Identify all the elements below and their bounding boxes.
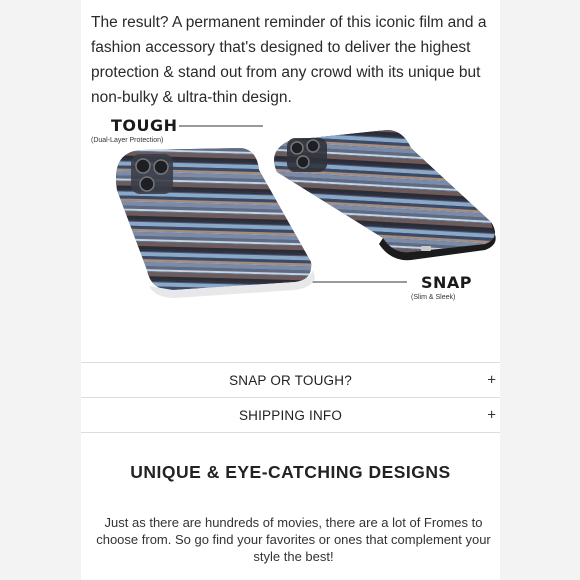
case-stripe	[101, 300, 331, 307]
snap-label: SNAP	[421, 273, 473, 292]
case-stripe	[101, 305, 331, 314]
section-body: Just as there are hundreds of movies, there are a lot of Fromes to choose from. So go find your favorites or ones that complement your style the best!	[96, 515, 491, 564]
intro-paragraph: The result? A permanent reminder of this iconic film and a fashion accessory that's designed to deliver the highest protection & stand out from any crowd with its unique but non-bulky & ultra-thin design.	[91, 14, 487, 106]
case-stripe	[101, 295, 331, 304]
case-stripe	[261, 115, 500, 132]
accordion-shipping-info[interactable]	[81, 398, 500, 433]
section-title: UNIQUE & EYE-CATCHING DESIGNS	[130, 462, 451, 482]
case-stripe	[261, 111, 500, 129]
case-stripe	[101, 298, 331, 306]
case-stripe	[101, 301, 331, 311]
case-stripe	[101, 308, 331, 316]
accordion-label: SHIPPING INFO	[238, 407, 343, 423]
accordion-label: SNAP OR TOUGH?	[229, 372, 352, 388]
plus-icon[interactable]: +	[487, 371, 496, 389]
phone-case-figure	[81, 110, 500, 320]
snap-sublabel: (Slim & Sleek)	[411, 294, 456, 301]
product-description-panel	[81, 0, 500, 580]
accordion-snap-or-tough[interactable]	[81, 363, 500, 398]
plus-icon[interactable]: +	[487, 406, 496, 424]
case-stripe	[261, 110, 500, 125]
tough-sublabel: (Dual-Layer Protection)	[91, 137, 164, 144]
tough-label: TOUGH	[111, 116, 178, 135]
product-accordion	[81, 362, 500, 433]
